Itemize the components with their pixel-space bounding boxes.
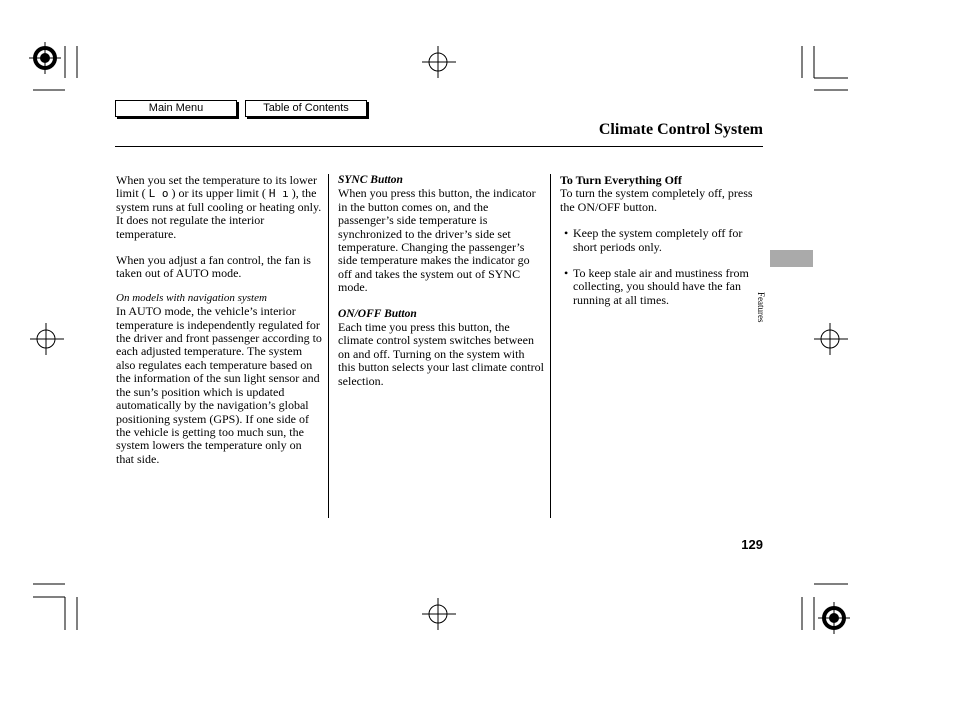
list-item <box>560 267 756 307</box>
onoff-button-text: Each time you press this button, the climate control system switches between on and off. Turning on the system with this button selects your last climate control selection. <box>338 320 544 388</box>
column-1 <box>116 174 322 466</box>
paragraph-auto-mode: In AUTO mode, the vehicle’s interior temperature is independently regulated for the driver and front passenger according to each adjusted temperature. The system also regulates each temperature based on the information of the sun light sensor and the sun’s position which is updated automatically by the navigation’s global positioning system (GPS). If one side of the vehicle is getting too much sun, the system lowers the temperature only on that side. <box>116 304 322 466</box>
turn-off-heading: To Turn Everything Off <box>560 173 682 187</box>
section-tab-label: Features <box>756 292 766 323</box>
registration-target-icon <box>29 42 61 74</box>
list-item <box>560 227 756 254</box>
paragraph-fan-control: When you adjust a fan control, the fan is taken out of AUTO mode. <box>116 253 311 281</box>
column-2 <box>338 174 544 388</box>
main-menu-button[interactable]: Main Menu <box>115 100 237 117</box>
column-divider <box>550 174 551 518</box>
onoff-button-heading: ON/OFF Button <box>338 307 417 320</box>
text: ) or its upper limit ( <box>171 186 266 201</box>
lo-symbol: L o <box>148 187 169 201</box>
section-tab <box>770 250 813 267</box>
bullet: • <box>564 226 569 241</box>
bullet: • <box>564 266 569 281</box>
list-item-text: To keep stale air and mustiness from collecting, you should have the fan running at all times. <box>573 266 749 307</box>
list-item-text: Keep the system completely off for short periods only. <box>573 226 743 254</box>
turn-off-intro: To turn the system completely off, press the ON/OFF button. <box>560 186 753 214</box>
text: When you set the temperature to its lower limit ( <box>116 173 317 201</box>
navigation-subheading: On models with navigation system <box>116 291 267 304</box>
sync-button-text: When you press this button, the indicator in the button comes on, and the passenger’s side temperature is synchronized to the driver’s side set temperature. Changing the passenger’s side temperature makes the indicator go off and takes the system out of SYNC mode. <box>338 186 536 295</box>
sync-button-heading: SYNC Button <box>338 174 403 186</box>
page-title: Climate Control System <box>598 121 763 138</box>
hi-symbol: H ı <box>268 187 289 201</box>
column-divider <box>328 174 329 518</box>
table-of-contents-button[interactable]: Table of Contents <box>245 100 367 117</box>
paragraph-temperature-limits <box>116 174 322 241</box>
page-number: 129 <box>741 537 763 552</box>
column-3 <box>560 174 756 307</box>
text: ), the system runs at full cooling or heating only. It does not regulate the interior temperature. <box>116 186 322 241</box>
bullet-list <box>560 227 756 307</box>
title-rule <box>115 146 763 147</box>
